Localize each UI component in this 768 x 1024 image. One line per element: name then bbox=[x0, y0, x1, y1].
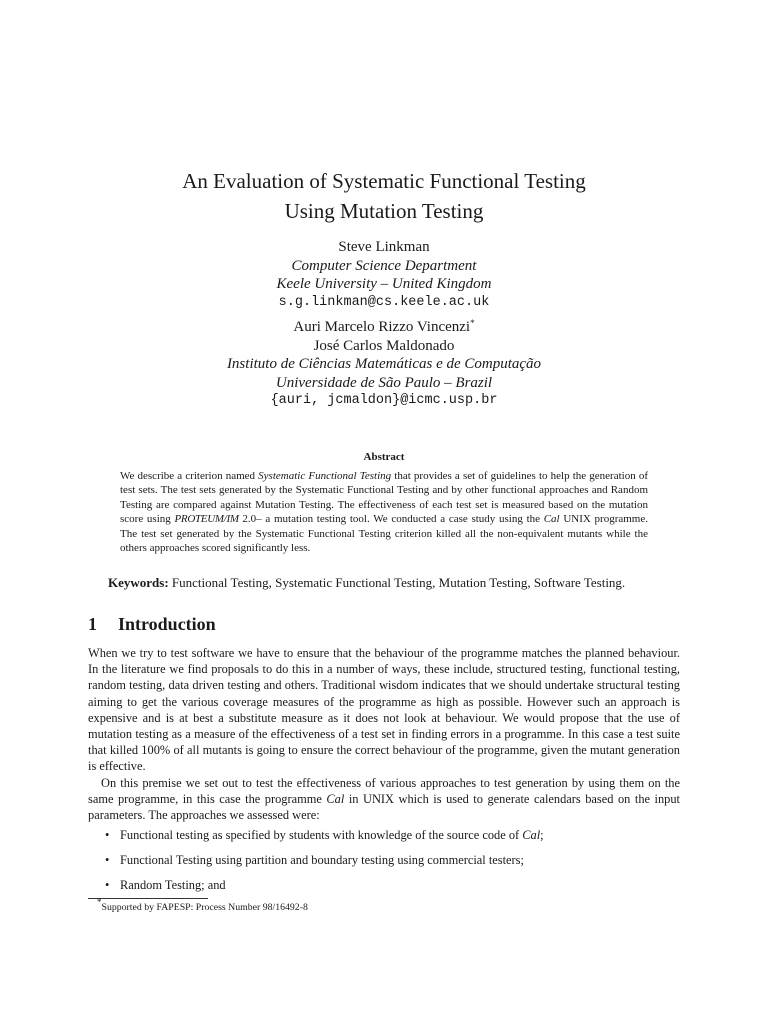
footnote-mark: * bbox=[97, 897, 102, 907]
keywords bbox=[108, 575, 668, 591]
author-university-2: Universidade de São Paulo – Brazil bbox=[275, 374, 493, 391]
author-block-2 bbox=[0, 318, 768, 411]
section-number: 1 bbox=[88, 614, 97, 634]
author-department: Computer Science Department bbox=[291, 257, 477, 274]
tool-logo: PROTEUM/IM bbox=[174, 513, 239, 526]
keywords-label: Keywords: bbox=[108, 575, 169, 590]
footnote-text: Supported by FAPESP: Process Number 98/16492-8 bbox=[101, 902, 308, 913]
abstract-body: We describe a criterion named Systematic Functional Testing that provides a set of guidelines to help the generation of test sets. The test sets generated by the Systematic Functional Testing and by other functional approaches and Random Testing are compared against Mutation Testing. The effectiveness of each test set is measured based on the mutation score using PROTEUM/IM 2.0– a mutation testing tool. We conducted a case study using the Cal UNIX programme. The test set generated by the Systematic Functional Testing criterion killed all the non-equivalent mutants while the others approaches scored significantly less. bbox=[120, 470, 648, 555]
abstract-heading: Abstract bbox=[363, 451, 405, 463]
author-block-1 bbox=[0, 238, 768, 312]
author-institute: Instituto de Ciências Matemáticas e de Computação bbox=[226, 356, 542, 372]
footnote-rule bbox=[88, 898, 208, 899]
author-email-2: {auri, jcmaldon}@icmc.usp.br bbox=[270, 393, 498, 408]
paper-title bbox=[0, 166, 768, 226]
author-university: Keele University – United Kingdom bbox=[276, 276, 492, 292]
keywords-text: Functional Testing, Systematic Functional Testing, Mutation Testing, Software Testing. bbox=[168, 575, 626, 590]
bullet-glyph: • bbox=[105, 828, 110, 842]
section-title: Introduction bbox=[118, 614, 216, 634]
author-email: s.g.linkman@cs.keele.ac.uk bbox=[278, 294, 490, 310]
bullet-glyph: • bbox=[105, 878, 110, 892]
list-item: • Random Testing; and bbox=[105, 878, 226, 892]
author-name-maldonado: José Carlos Maldonado bbox=[313, 337, 455, 354]
author-name: Steve Linkman bbox=[338, 239, 430, 255]
criterion-name: Systematic Functional Testing bbox=[258, 470, 392, 482]
list-item: • Functional Testing using partition and boundary testing using commercial testers; bbox=[105, 853, 524, 867]
paragraph-2: On this premise we set out to test the effectiveness of various approaches to test generation by using them on the same programme, in this case the programme Cal in UNIX which is used to generate calendars based on the input parameters. The approaches we assessed were: bbox=[88, 775, 681, 823]
title-line-2: Using Mutation Testing bbox=[284, 199, 484, 223]
footnote-marker: * bbox=[470, 318, 475, 328]
footnote bbox=[97, 897, 308, 914]
section-heading bbox=[88, 614, 216, 635]
title-line-1: An Evaluation of Systematic Functional Testing bbox=[182, 169, 586, 193]
section-body bbox=[88, 645, 680, 823]
author-name-vincenzi: Auri Marcelo Rizzo Vincenzi* bbox=[293, 318, 475, 335]
programme-name: Cal bbox=[543, 513, 560, 526]
bullet-glyph: • bbox=[105, 853, 110, 867]
paragraph-1: When we try to test software we have to ensure that the behaviour of the programme matches the planned behaviour. In the literature we find proposals to do this in a number of ways, these include, structured testing, functional testing, random testing, data driven testing and others. Traditional wisdom indicates that we should undertake structural testing aiming to get the various coverage measures of the programme as high as possible. However such an approach is expensive and is at best a substitute measure as it does not look at behaviour. We would propose that the use of mutation testing as a measure of the effectiveness of a test set in finding errors in a programme. In this case a test suite that killed 100% of all mutants is going to ensure the correct behaviour of the programme, given the mutant generation is effective. bbox=[88, 646, 680, 774]
list-item: • Functional testing as specified by students with knowledge of the source code of Cal; bbox=[105, 828, 544, 842]
